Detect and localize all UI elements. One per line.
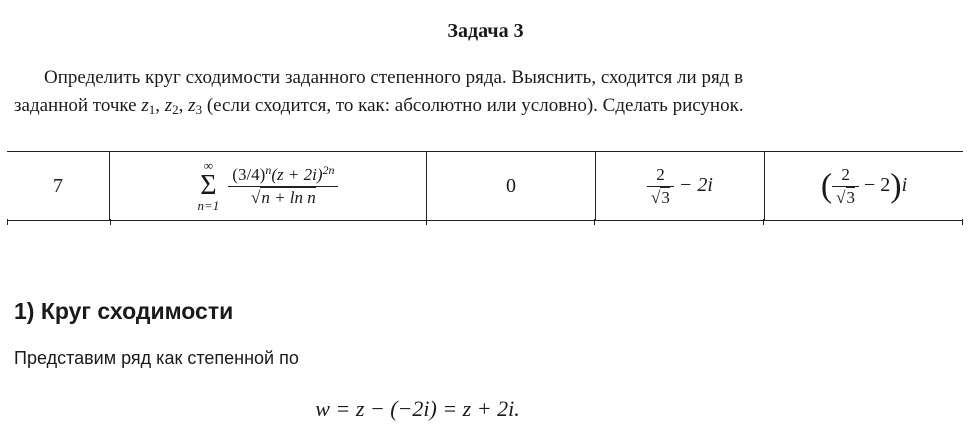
sum-lower-limit: n=1 — [197, 198, 220, 213]
z2-cell — [596, 152, 765, 221]
var-z: z — [164, 95, 173, 116]
fraction-numerator: 2 — [647, 164, 674, 187]
substitution-formula: w = z − (−2i) = z + 2i. — [315, 396, 520, 421]
statement-text: (если сходится, то как: абсолютно или условно). Сделать рисунок. — [202, 95, 744, 116]
section-heading: 1) Круг сходимости — [14, 298, 234, 324]
num-part: (3/4) — [232, 164, 266, 184]
z1-value: 0 — [506, 174, 516, 197]
separator: , — [155, 95, 165, 116]
table-divider — [426, 219, 427, 225]
subscript: 2 — [172, 102, 179, 117]
statement-line-1: Определить круг сходимости заданного степенного ряда. Выяснить, сходится ли ряд в — [44, 67, 744, 88]
variant-number — [7, 152, 110, 221]
table-divider — [763, 219, 764, 225]
table-divider — [594, 219, 595, 225]
table-divider — [110, 219, 111, 225]
sqrt-body: 3 — [846, 187, 855, 207]
z1-cell — [427, 152, 596, 221]
sum-upper-limit: ∞ — [203, 158, 214, 173]
fraction-denominator — [832, 187, 859, 209]
paren: ) — [890, 167, 902, 204]
subscript: 3 — [195, 102, 203, 117]
series-fraction — [228, 164, 338, 209]
sqrt-sign: √ — [250, 187, 261, 207]
section-intro: Представим ряд как степенной по — [14, 348, 299, 368]
series-cell — [110, 152, 427, 221]
sqrt-sign: √ — [651, 187, 661, 207]
paren: ( — [820, 167, 833, 204]
num-part: (z + 2i) — [271, 164, 323, 184]
task-title: Задача 3 — [447, 20, 524, 42]
task-table — [7, 151, 963, 221]
sum-operator — [198, 159, 220, 213]
z3-mid: − 2 — [859, 173, 891, 196]
fraction-numerator: 2 — [832, 164, 859, 187]
sqrt-body: n + ln n — [261, 187, 316, 207]
z2-tail: − 2i — [673, 173, 713, 196]
task-statement — [14, 64, 960, 120]
separator: , — [178, 95, 189, 116]
sum-sign: Σ — [200, 170, 217, 201]
table-divider — [7, 219, 8, 225]
table-row — [7, 152, 963, 221]
exponent: 2n — [322, 162, 335, 177]
statement-text: заданной точке — [14, 95, 142, 116]
sqrt-sign: √ — [836, 187, 846, 207]
var-z: z — [188, 95, 196, 116]
z3-tail: i — [901, 173, 908, 196]
exponent: n — [265, 162, 272, 177]
z3-cell — [765, 152, 964, 221]
statement-line-2 — [14, 95, 744, 116]
z2-fraction — [647, 164, 674, 209]
z3-fraction — [832, 164, 859, 209]
series-denominator — [228, 187, 338, 209]
subscript: 1 — [148, 102, 156, 117]
fraction-denominator — [647, 187, 674, 209]
variant-number-text: 7 — [53, 174, 63, 197]
series-numerator — [228, 164, 338, 187]
sqrt-body: 3 — [661, 187, 670, 207]
table-divider — [962, 219, 963, 225]
var-z: z — [141, 95, 149, 116]
